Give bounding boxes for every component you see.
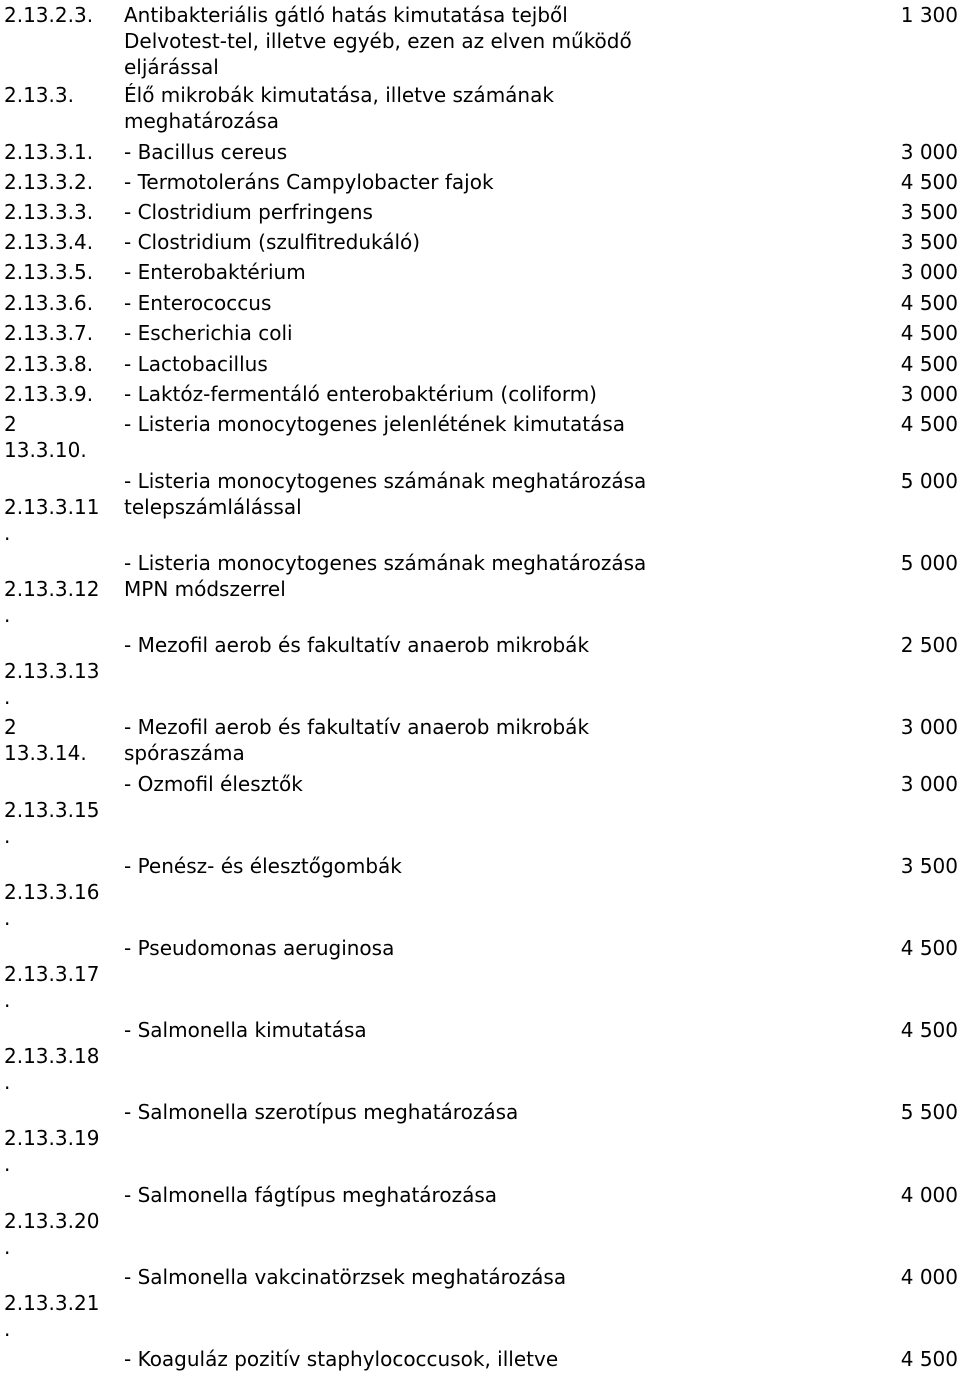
item-number: 2 13.3.10. bbox=[4, 412, 87, 462]
item-price: 4 500 bbox=[900, 291, 958, 315]
item-description: - Penész- és élesztőgombák bbox=[124, 854, 402, 878]
item-description: - Mezofil aerob és fakultatív anaerob mikrobák spóraszáma bbox=[124, 715, 590, 765]
item-price: 3 000 bbox=[900, 772, 958, 796]
item-price: 4 500 bbox=[900, 1018, 958, 1042]
item-description: - Escherichia coli bbox=[124, 321, 293, 345]
item-price: 4 500 bbox=[900, 1347, 958, 1371]
item-description: - Mezofil aerob és fakultatív anaerob mikrobák bbox=[124, 633, 590, 657]
item-number: 2.13.3.4. bbox=[4, 230, 94, 254]
item-description: - Clostridium (szulfitredukáló) bbox=[124, 230, 421, 254]
item-number: 2.13.3.7. bbox=[4, 321, 94, 345]
item-number: 2.13.2.3. bbox=[4, 3, 94, 27]
item-number: 2.13.3.17 . bbox=[4, 962, 100, 1012]
item-number: 2.13.3.6. bbox=[4, 291, 94, 315]
item-price: 3 000 bbox=[900, 382, 958, 406]
item-description: - Enterobaktérium bbox=[124, 260, 306, 284]
item-price: 4 500 bbox=[900, 352, 958, 376]
item-description: - Termotoleráns Campylobacter fajok bbox=[124, 170, 494, 194]
item-description: - Listeria monocytogenes számának meghatározása telepszámlálással bbox=[124, 469, 647, 519]
item-number: 2.13.3.11 . bbox=[4, 495, 100, 545]
item-number: 2.13.3.18 . bbox=[4, 1044, 100, 1094]
item-price: 2 500 bbox=[900, 633, 958, 657]
item-description: Antibakteriális gátló hatás kimutatása tejből Delvotest-tel, illetve egyéb, ezen az elven működő eljárással bbox=[124, 3, 632, 79]
item-number: 2.13.3.5. bbox=[4, 260, 94, 284]
item-price: 4 500 bbox=[900, 412, 958, 436]
item-description: - Salmonella szerotípus meghatározása bbox=[124, 1100, 519, 1124]
item-description: - Ozmofil élesztők bbox=[124, 772, 303, 796]
item-number: 2.13.3.16 . bbox=[4, 880, 100, 930]
item-description: - Clostridium perfringens bbox=[124, 200, 373, 224]
item-number: 2.13.3.13 . bbox=[4, 659, 100, 709]
item-price: 3 500 bbox=[900, 200, 958, 224]
item-price: 3 500 bbox=[900, 230, 958, 254]
item-price: 4 000 bbox=[900, 1265, 958, 1289]
item-description: - Enterococcus bbox=[124, 291, 272, 315]
item-price: 3 000 bbox=[900, 715, 958, 739]
item-description: - Listeria monocytogenes jelenlétének kimutatása bbox=[124, 412, 626, 436]
item-number: 2.13.3.9. bbox=[4, 382, 94, 406]
item-price: 4 000 bbox=[900, 1183, 958, 1207]
item-description: - Lactobacillus bbox=[124, 352, 268, 376]
item-number: 2.13.3.3. bbox=[4, 200, 94, 224]
item-price: 4 500 bbox=[900, 321, 958, 345]
item-number: 2 13.3.14. bbox=[4, 715, 87, 765]
item-number: 2.13.3.12 . bbox=[4, 577, 100, 627]
item-number: 2.13.3.15 . bbox=[4, 798, 100, 848]
item-price: 5 500 bbox=[900, 1100, 958, 1124]
item-description: - Laktóz-fermentáló enterobaktérium (coliform) bbox=[124, 382, 597, 406]
item-price: 4 500 bbox=[900, 170, 958, 194]
item-description: - Pseudomonas aeruginosa bbox=[124, 936, 395, 960]
item-number: 2.13.3.21 . bbox=[4, 1291, 100, 1341]
item-number: 2.13.3.20 . bbox=[4, 1209, 100, 1259]
item-price: 5 000 bbox=[900, 469, 958, 493]
item-description: Élő mikrobák kimutatása, illetve számának meghatározása bbox=[124, 83, 554, 133]
item-description: - Salmonella vakcinatörzsek meghatározása bbox=[124, 1265, 567, 1289]
item-description: - Koaguláz pozitív staphylococcusok, illetve bbox=[124, 1347, 559, 1371]
item-number: 2.13.3.2. bbox=[4, 170, 94, 194]
item-description: - Salmonella fágtípus meghatározása bbox=[124, 1183, 498, 1207]
item-description: - Bacillus cereus bbox=[124, 140, 288, 164]
item-price: 4 500 bbox=[900, 936, 958, 960]
item-price: 3 000 bbox=[900, 140, 958, 164]
item-description: - Listeria monocytogenes számának meghatározása MPN módszerrel bbox=[124, 551, 647, 601]
item-price: 1 300 bbox=[900, 3, 958, 27]
item-number: 2.13.3.19 . bbox=[4, 1126, 100, 1176]
item-price: 3 000 bbox=[900, 260, 958, 284]
item-number: 2.13.3. bbox=[4, 83, 74, 107]
item-description: - Salmonella kimutatása bbox=[124, 1018, 367, 1042]
item-price: 5 000 bbox=[900, 551, 958, 575]
item-number: 2.13.3.8. bbox=[4, 352, 94, 376]
item-number: 2.13.3.1. bbox=[4, 140, 94, 164]
item-price: 3 500 bbox=[900, 854, 958, 878]
